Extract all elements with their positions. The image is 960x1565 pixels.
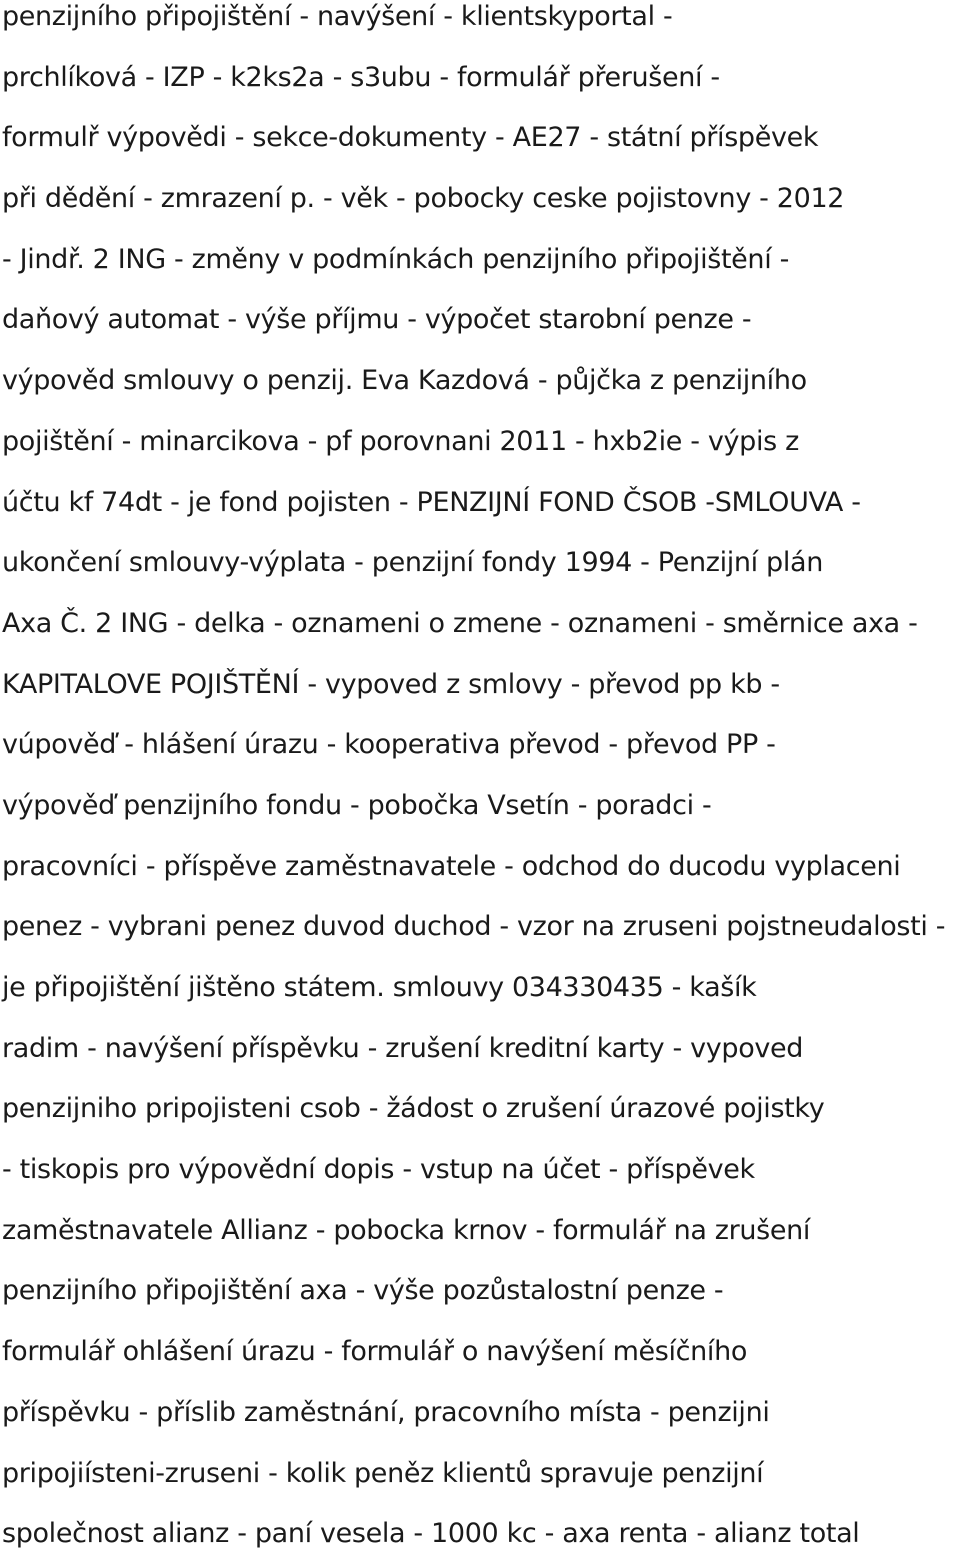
- text-line: formulář ohlášení úrazu - formulář o navýšení měsíčního: [2, 1336, 748, 1368]
- text-line: penzijního připojištění - navýšení - klientskyportal -: [2, 1, 673, 32]
- text-line: pojištění - minarcikova - pf porovnani 2011 - hxb2ie - výpis z: [2, 425, 799, 457]
- text-line: - tiskopis pro výpovědní dopis - vstup na účet - příspěvek: [2, 1154, 755, 1186]
- text-line: radim - navýšení příspěvku - zrušení kreditní karty - vypoved: [2, 1032, 804, 1064]
- text-line: při dědění - zmrazení p. - věk - pobocky ceske pojistovny - 2012: [2, 183, 845, 215]
- text-line: výpověď penzijního fondu - pobočka Vsetín - poradci -: [2, 789, 712, 821]
- text-line: - Jindř. 2 ING - změny v podmínkách penzijního připojištění -: [2, 243, 789, 275]
- text-line: daňový automat - výše příjmu - výpočet starobní penze -: [2, 304, 752, 336]
- text-line: pracovníci - příspěve zaměstnavatele - odchod do ducodu vyplaceni: [2, 850, 901, 882]
- text-line: je připojištění jištěno státem. smlouvy 034330435 - kašík: [2, 972, 757, 1003]
- text-line: penzijniho pripojisteni csob - žádost o zrušení úrazové pojistky: [2, 1093, 825, 1125]
- text-line: vúpověď - hlášení úrazu - kooperativa převod - převod PP -: [2, 729, 776, 761]
- text-line: příspěvku - příslib zaměstnání, pracovního místa - penzijni: [2, 1396, 770, 1428]
- document-text: [2, 0, 960, 1565]
- text-line: penez - vybrani penez duvod duchod - vzor na zruseni pojstneudalosti -: [2, 911, 946, 943]
- text-line: pripojiísteni-zruseni - kolik peněz klientů spravuje penzijní: [2, 1457, 764, 1489]
- text-line: ukončení smlouvy-výplata - penzijní fondy 1994 - Penzijní plán: [2, 547, 823, 579]
- text-line: KAPITALOVE POJIŠTĚNÍ - vypoved z smlovy - převod pp kb -: [2, 668, 780, 700]
- text-line: společnost alianz - paní vesela - 1000 kc - axa renta - alianz total: [2, 1518, 860, 1550]
- text-line: výpověd smlouvy o penzij. Eva Kazdová - půjčka z penzijního: [2, 365, 807, 397]
- text-line: penzijního připojištění axa - výše pozůstalostní penze -: [2, 1275, 724, 1307]
- text-line: formulř výpovědi - sekce-dokumenty - AE27 - státní příspěvek: [2, 122, 819, 154]
- text-line: zaměstnavatele Allianz - pobocka krnov - formulář na zrušení: [2, 1214, 811, 1246]
- text-line: Axa Č. 2 ING - delka - oznameni o zmene - oznameni - směrnice axa -: [2, 607, 918, 639]
- text-line: prchlíková - IZP - k2ks2a - s3ubu - formulář přerušení -: [2, 61, 720, 93]
- text-line: účtu kf 74dt - je fond pojisten - PENZIJNÍ FOND ČSOB -SMLOUVA -: [2, 486, 861, 518]
